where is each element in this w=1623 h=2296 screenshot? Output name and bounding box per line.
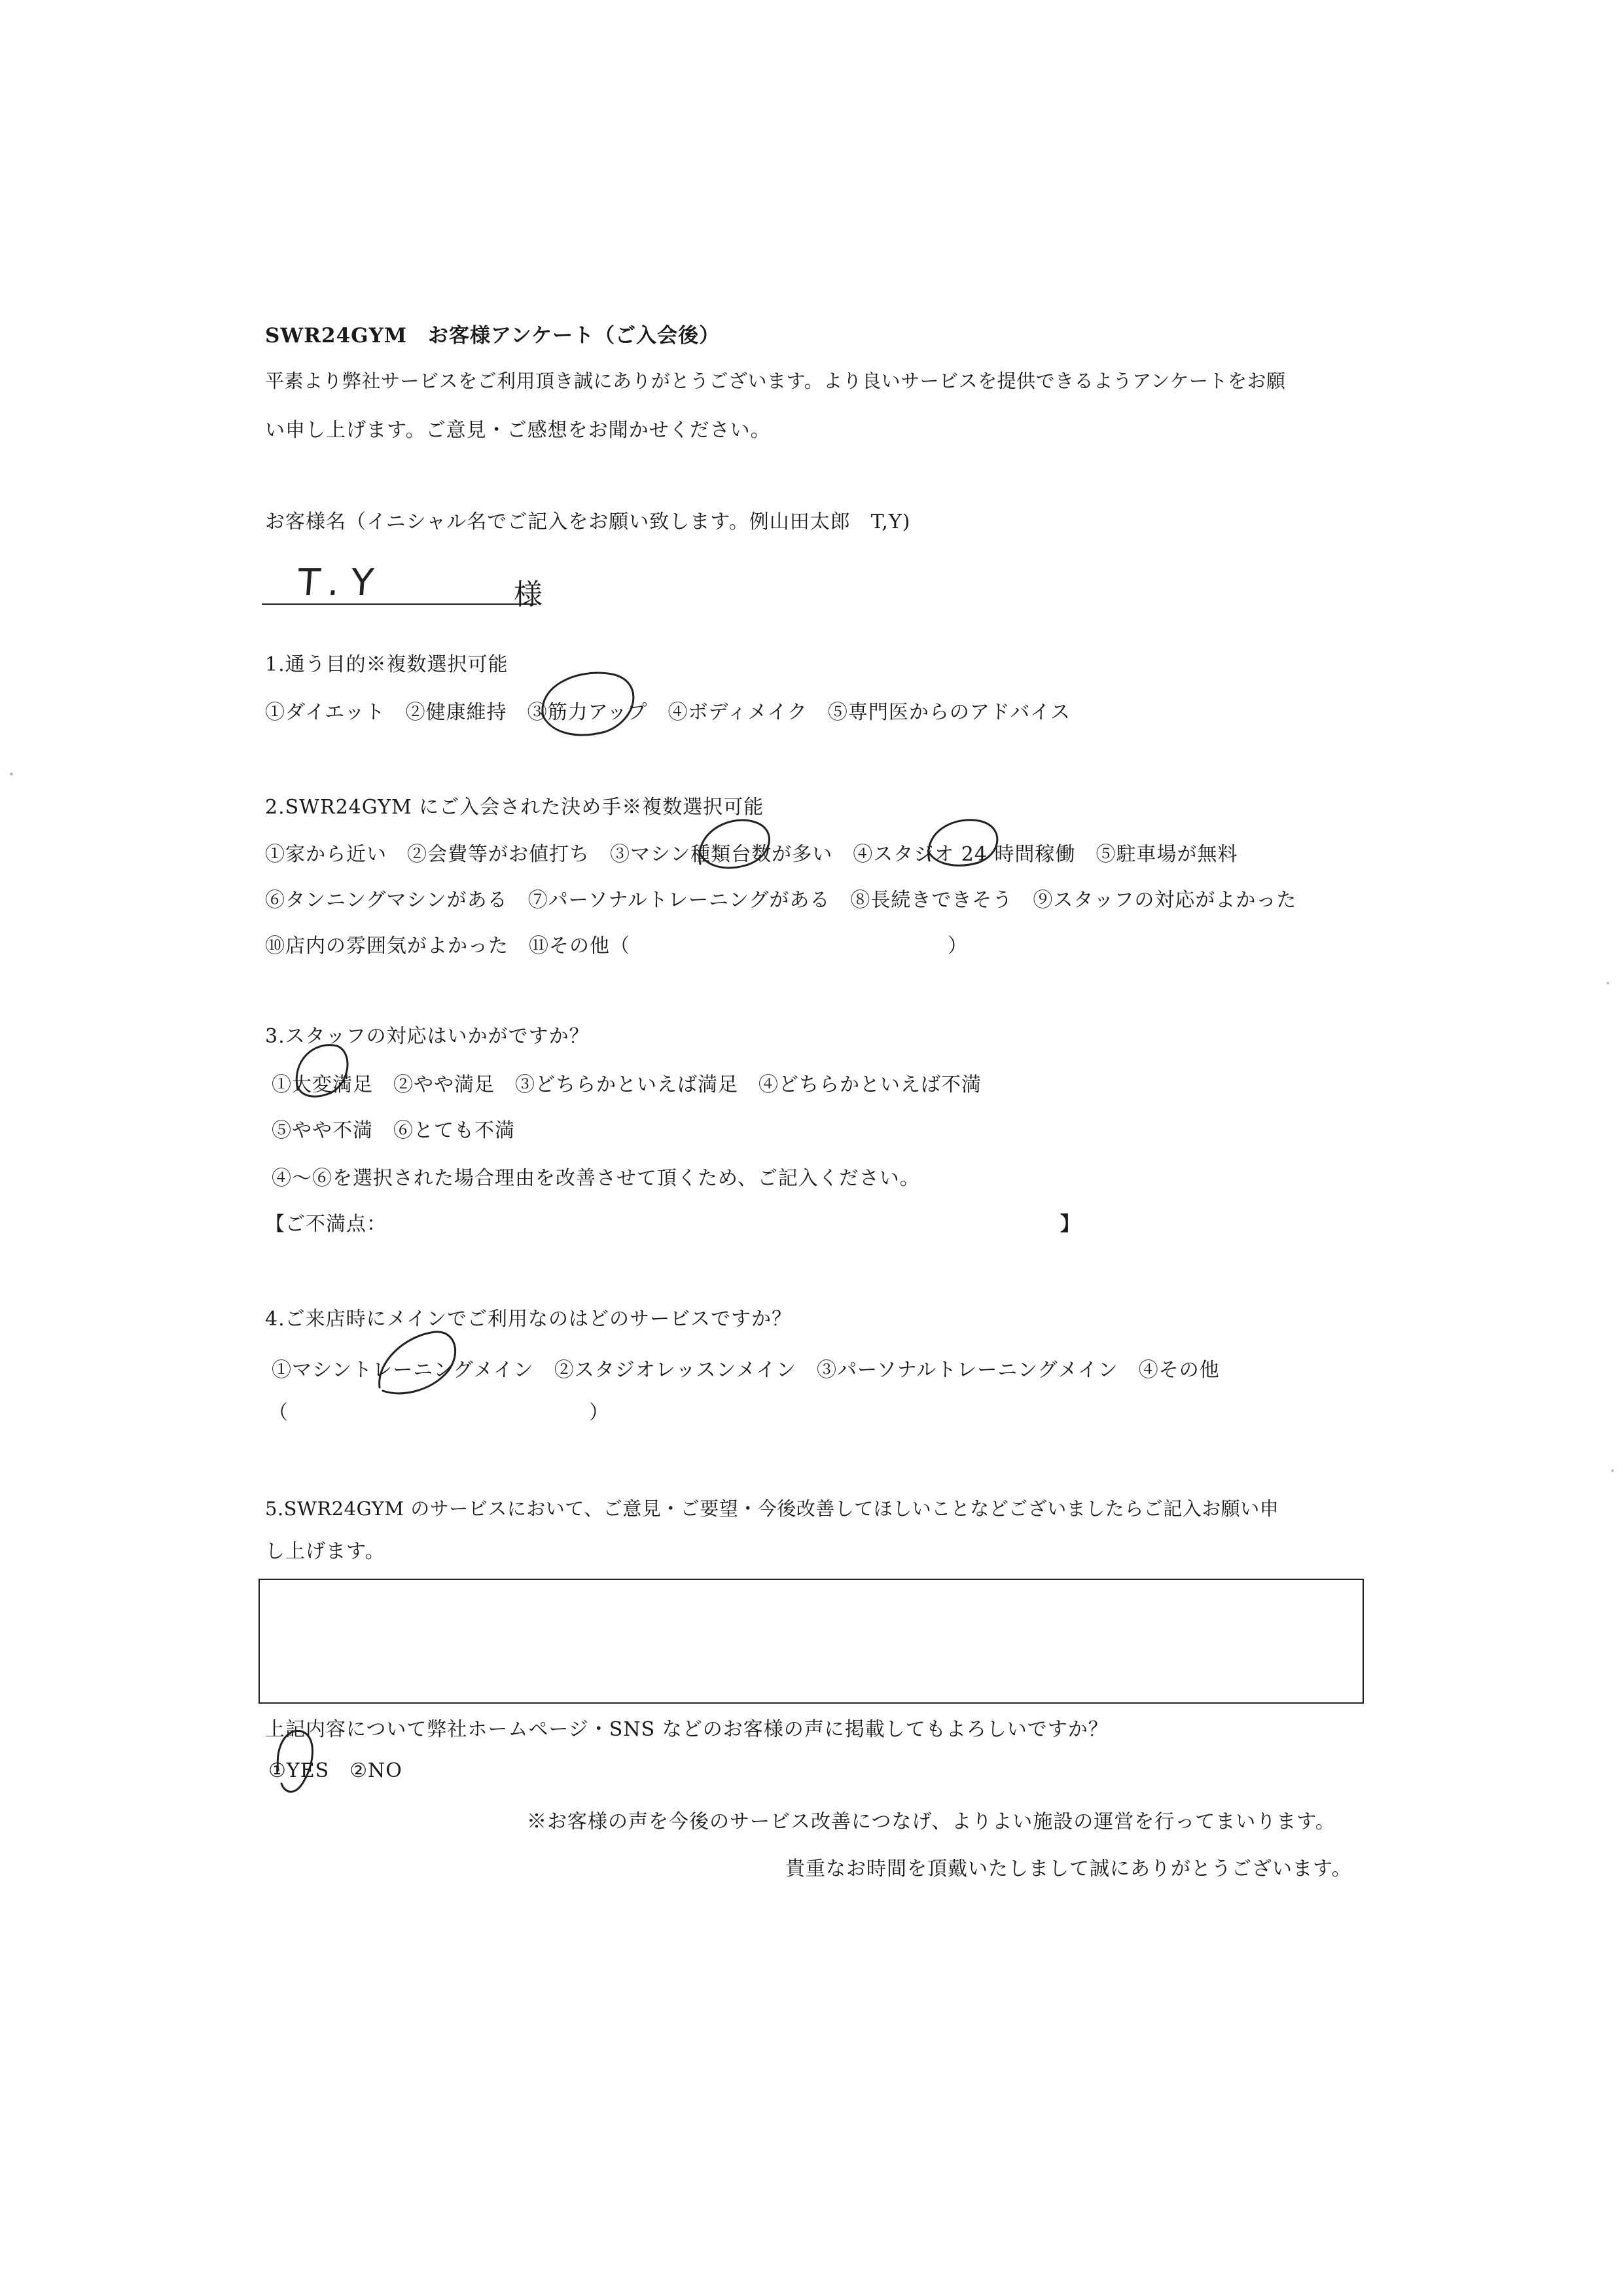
customer-name-underline [262,603,537,605]
q2-options-line-3[interactable]: ⑩店内の雰囲気がよかった ⑪その他（ [265,935,630,958]
q3-complaint-close: 】 [1060,1213,1080,1236]
q3-options-line-2[interactable]: ⑤やや不満 ⑥とても不満 [272,1119,515,1142]
q4-other-open-paren: （ [268,1401,289,1424]
q1-options[interactable]: ①ダイエット ②健康維持 ③筋力アップ ④ボディメイク ⑤専門医からのアドバイス [265,701,1071,724]
q5-question-line-1: 5.SWR24GYM のサービスにおいて、ご意見・ご要望・今後改善してほしいことなどございましたらご記入お願い申 [265,1498,1279,1520]
customer-initials-handwritten[interactable]: T.Y [296,562,387,604]
customer-name-label: お客様名（イニシャル名でご記入をお願い致します。例山田太郎 T,Y) [265,511,911,533]
q4-question: 4.ご来店時にメインでご利用なのはどのサービスですか？ [265,1308,793,1331]
q4-other-close-paren: ） [589,1401,609,1424]
q2-other-close-paren: ） [948,935,968,958]
q4-options[interactable]: ①マシントレーニングメイン ②スタジオレッスンメイン ③パーソナルトレーニングメイン ④その他 [272,1359,1220,1382]
scan-artifact-dot [10,772,13,776]
intro-line-2: い申し上げます。ご意見・ご感想をお聞かせください。 [265,419,771,442]
footer-thanks: 貴重なお時間を頂戴いたしまして誠にありがとうございます。 [785,1857,1352,1880]
footer-note: ※お客様の声を今後のサービス改善につなげ、よりよい施設の運営を行ってまいります。 [527,1810,1336,1833]
scan-artifact-dot [1611,1469,1614,1472]
scan-artifact-dot [1607,982,1609,984]
q3-options-line-1[interactable]: ①大変満足 ②やや満足 ③どちらかといえば満足 ④どちらかといえば不満 [272,1073,982,1096]
q3-note: ④～⑥を選択された場合理由を改善させて頂くため、ご記入ください。 [272,1167,920,1190]
q1-question: 1.通う目的※複数選択可能 [265,653,508,676]
q5-comment-box[interactable] [259,1579,1364,1704]
q2-options-line-2[interactable]: ⑥タンニングマシンがある ⑦パーソナルトレーニングがある ⑧長続きできそう ⑨スタッフの対応がよかった [265,889,1297,912]
publish-question: 上記内容について弊社ホームページ・SNS などのお客様の声に掲載してもよろしいですか？ [265,1718,1109,1741]
intro-line-1: 平素より弊社サービスをご利用頂き誠にありがとうございます。より良いサービスを提供できるようアンケートをお願 [265,370,1286,392]
q5-question-line-2: し上げます。 [265,1540,385,1563]
survey-title: SWR24GYM お客様アンケート（ご入会後） [265,324,721,348]
q3-complaint-label: 【ご不満点： [265,1213,387,1236]
q2-question: 2.SWR24GYM にご入会された決め手※複数選択可能 [265,796,764,819]
publish-options[interactable]: ①YES ②NO [268,1759,402,1782]
q2-options-line-1[interactable]: ①家から近い ②会費等がお値打ち ③マシン種類台数が多い ④スタジオ 24 時間稼働 ⑤駐車場が無料 [265,843,1238,866]
q3-question: 3.スタッフの対応はいかがですか？ [265,1025,590,1048]
honorific-sama: 様 [514,578,543,611]
